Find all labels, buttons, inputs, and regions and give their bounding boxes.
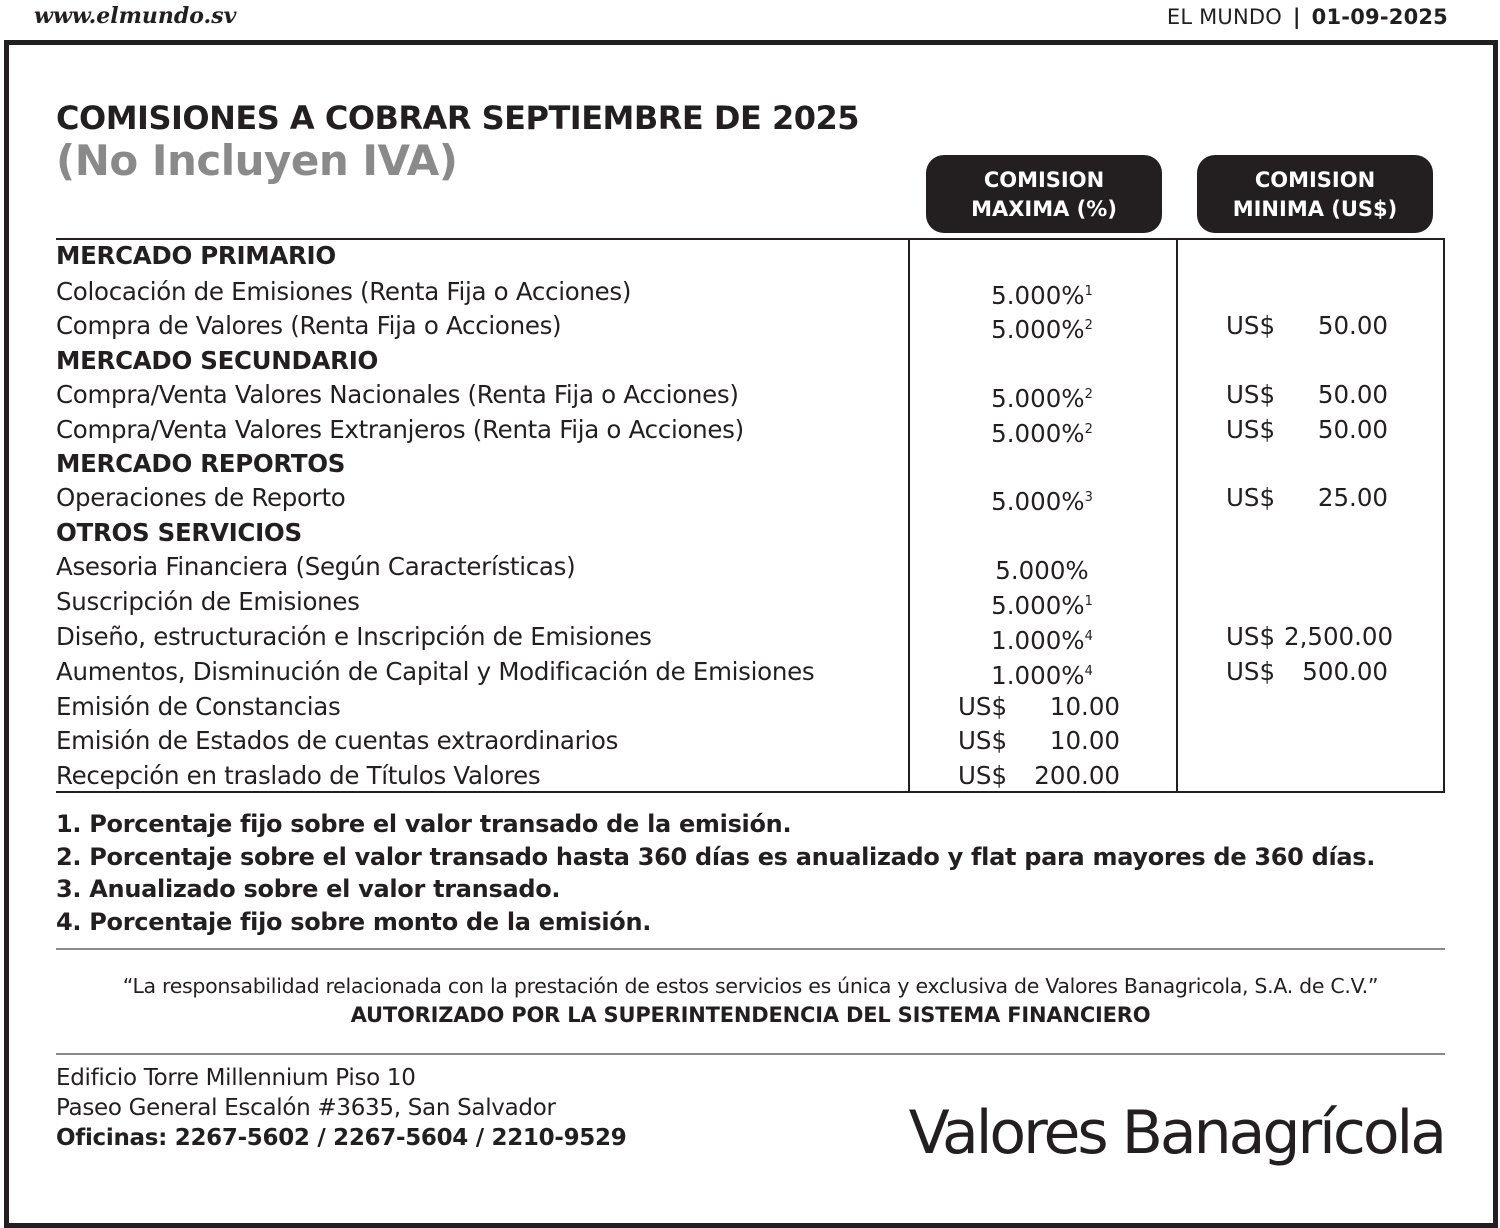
- min-commission-currency: US$: [1226, 657, 1276, 686]
- publication-info: [1167, 5, 1448, 29]
- column-header-max: [926, 155, 1162, 233]
- row-label: Colocación de Emisiones (Renta Fija o Acciones): [56, 277, 632, 306]
- max-commission: [908, 620, 1176, 658]
- footnote-ref: 4: [1084, 629, 1093, 644]
- row-label: Asesoria Financiera (Según Características): [56, 552, 576, 581]
- max-commission: [908, 655, 1176, 693]
- max-commission-value: 5.000%: [995, 556, 1089, 585]
- footnote-ref: 2: [1084, 422, 1093, 437]
- row-label: Emisión de Estados de cuentas extraordinarios: [56, 726, 619, 755]
- min-commission-amount: 25.00: [1317, 483, 1388, 512]
- row-label: Recepción en traslado de Títulos Valores: [56, 761, 541, 790]
- max-commission-value: 5.000%: [991, 591, 1085, 620]
- max-commission-value: 1.000%: [991, 661, 1085, 690]
- table-row: [56, 759, 1445, 793]
- column-header-min-line1: COMISION: [1254, 168, 1376, 192]
- min-commission-currency: US$: [1226, 380, 1276, 409]
- column-header-max-line2: MAXIMA (%): [971, 197, 1117, 221]
- max-commission: [908, 309, 1176, 347]
- max-commission-currency: US$: [958, 692, 1008, 721]
- table-row: [56, 585, 1445, 619]
- footnote-ref: 1: [1084, 594, 1093, 609]
- row-label: Compra de Valores (Renta Fija o Acciones): [56, 311, 562, 340]
- table-row: [56, 724, 1445, 758]
- row-label: Diseño, estructuración e Inscripción de Emisiones: [56, 622, 652, 651]
- max-commission: [908, 413, 1176, 451]
- page-subtitle: (No Incluyen IVA): [56, 136, 458, 185]
- section-label: OTROS SERVICIOS: [56, 518, 302, 547]
- row-label: Suscripción de Emisiones: [56, 587, 360, 616]
- max-commission-value: 5.000%: [991, 419, 1085, 448]
- max-commission: [908, 585, 1176, 623]
- max-commission: [908, 275, 1176, 313]
- footnote: 3. Anualizado sobre el valor transado.: [56, 875, 561, 903]
- max-commission-amount: 10.00: [1049, 726, 1120, 755]
- footnotes: [56, 808, 1375, 938]
- section-label: MERCADO PRIMARIO: [56, 241, 336, 270]
- footnote: 4. Porcentaje fijo sobre monto de la emisión.: [56, 907, 652, 936]
- table-row: [56, 481, 1445, 515]
- max-commission-value: 5.000%: [991, 384, 1085, 413]
- min-commission-amount: 50.00: [1317, 380, 1388, 409]
- address-line: Paseo General Escalón #3635, San Salvador: [56, 1095, 556, 1121]
- row-label: Compra/Venta Valores Extranjeros (Renta Fija o Acciones): [56, 415, 744, 444]
- row-label: Aumentos, Disminución de Capital y Modificación de Emisiones: [56, 657, 815, 686]
- disclaimer-text: “La responsabilidad relacionada con la prestación de estos servicios es única y exclusiva de Valores Banagricola, S.A. de C.V.”: [122, 974, 1379, 998]
- table-row: [56, 550, 1445, 584]
- footnote-ref: 4: [1084, 664, 1093, 679]
- authorization-text: AUTORIZADO POR LA SUPERINTENDENCIA DEL SISTEMA FINANCIERO: [350, 1003, 1151, 1027]
- max-commission-currency: US$: [958, 761, 1008, 790]
- table-row: [56, 378, 1445, 412]
- footnote-ref: 1: [1084, 284, 1093, 299]
- table-section-header: [56, 447, 1445, 481]
- footnote: 2. Porcentaje sobre el valor transado hasta 360 días es anualizado y flat para mayores de 360 días.: [56, 842, 1376, 871]
- min-commission-currency: US$: [1226, 415, 1276, 444]
- publication-date: 01-09-2025: [1311, 5, 1448, 29]
- min-commission-amount: 50.00: [1317, 415, 1388, 444]
- table-row: [56, 309, 1445, 343]
- section-label: MERCADO SECUNDARIO: [56, 346, 379, 375]
- divider: [56, 948, 1445, 950]
- site-url[interactable]: www.elmundo.sv: [34, 3, 237, 29]
- min-commission-amount: 50.00: [1317, 311, 1388, 340]
- column-header-min-line2: MINIMA (US$): [1232, 197, 1398, 221]
- min-commission-currency: US$: [1226, 483, 1276, 512]
- max-commission: [908, 481, 1176, 519]
- max-commission-value: 1.000%: [991, 626, 1085, 655]
- footnote: 1. Porcentaje fijo sobre el valor transado de la emisión.: [56, 810, 792, 838]
- max-commission: [908, 550, 1176, 588]
- max-commission-value: 5.000%: [991, 281, 1085, 310]
- min-commission-currency: US$: [1226, 622, 1276, 651]
- page-title: COMISIONES A COBRAR SEPTIEMBRE DE 2025: [56, 99, 860, 137]
- table-row: [56, 620, 1445, 654]
- column-header-max-line1: COMISION: [983, 168, 1105, 192]
- publication-name: EL MUNDO: [1166, 5, 1283, 29]
- table-row: [56, 413, 1445, 447]
- header-separator: |: [1292, 5, 1301, 29]
- table-section-header: [56, 239, 1445, 273]
- footnote-ref: 2: [1084, 318, 1093, 333]
- min-commission-currency: US$: [1226, 311, 1276, 340]
- table-row: [56, 275, 1445, 309]
- max-commission-value: 5.000%: [991, 315, 1085, 344]
- address-line: Edificio Torre Millennium Piso 10: [56, 1065, 416, 1091]
- footnote-ref: 3: [1084, 490, 1093, 505]
- row-label: Emisión de Constancias: [56, 692, 341, 721]
- office-phones: Oficinas: 2267-5602 / 2267-5604 / 2210-9529: [56, 1125, 627, 1151]
- page-header: [0, 0, 1500, 38]
- brand-logo: Valores Banagrícola: [908, 1098, 1444, 1168]
- table-row: [56, 690, 1445, 724]
- footnote-ref: 2: [1084, 387, 1093, 402]
- table-row: [56, 655, 1445, 689]
- column-header-min: [1197, 155, 1433, 233]
- divider: [56, 1053, 1445, 1055]
- row-label: Operaciones de Reporto: [56, 483, 346, 512]
- max-commission-value: 5.000%: [991, 487, 1085, 516]
- max-commission-amount: 200.00: [1034, 761, 1120, 790]
- table-section-header: [56, 344, 1445, 378]
- max-commission: [908, 378, 1176, 416]
- section-label: MERCADO REPORTOS: [56, 449, 346, 478]
- address-block: [56, 1063, 626, 1153]
- min-commission-amount: 2,500.00: [1284, 622, 1394, 651]
- table-section-header: [56, 516, 1445, 550]
- min-commission-amount: 500.00: [1302, 657, 1388, 686]
- row-label: Compra/Venta Valores Nacionales (Renta Fija o Acciones): [56, 380, 739, 409]
- max-commission-amount: 10.00: [1049, 692, 1120, 721]
- max-commission-currency: US$: [958, 726, 1008, 755]
